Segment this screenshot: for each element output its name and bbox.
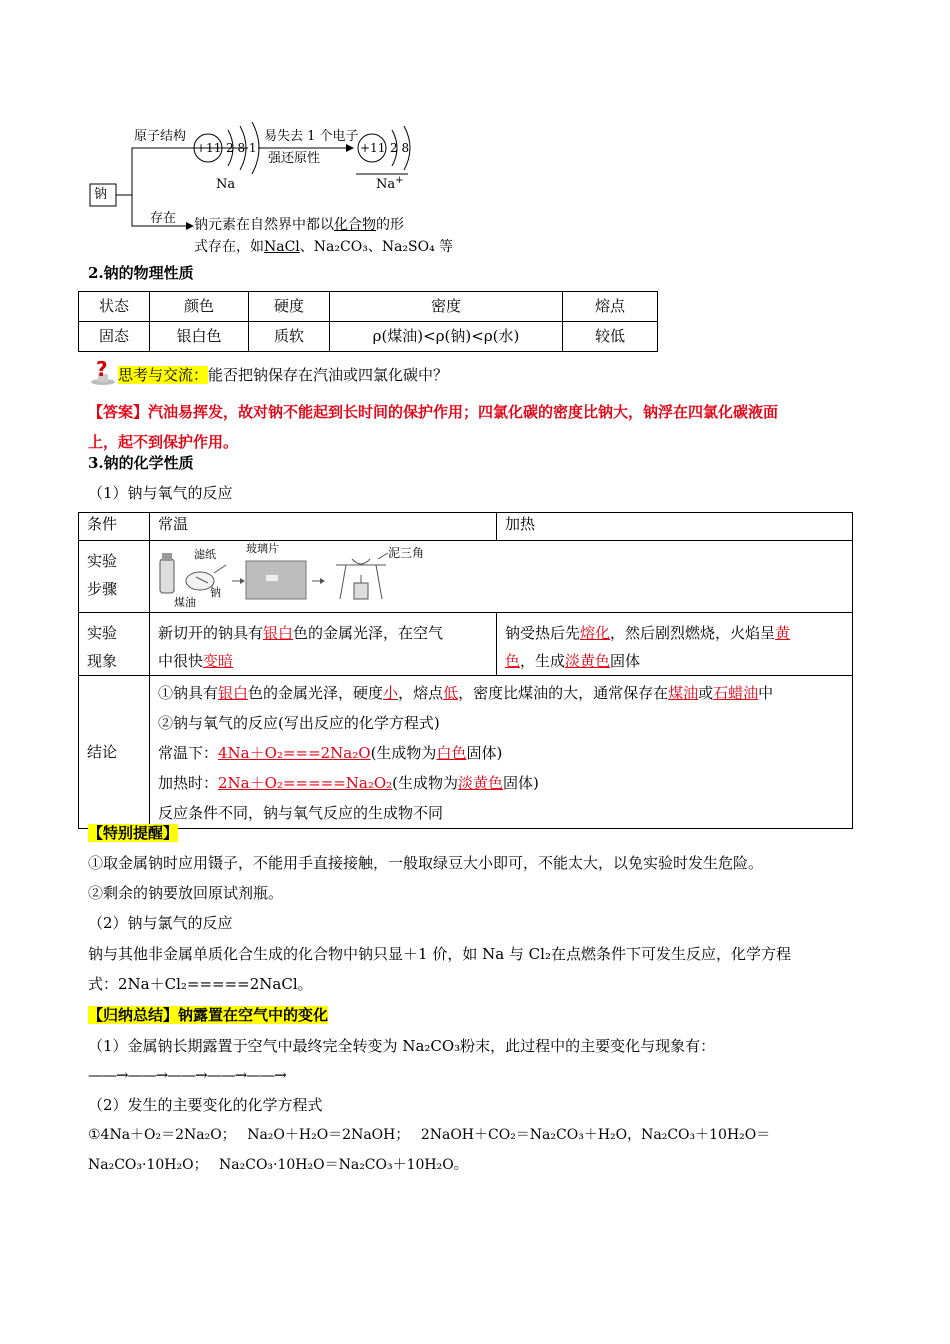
ion-shells: 2 8 bbox=[390, 141, 410, 155]
sodium-diagram bbox=[88, 118, 454, 258]
think-question-text: 能否把钠保存在汽油或四氯化碳中？ bbox=[208, 366, 449, 384]
table-cell: 质软 bbox=[249, 322, 330, 352]
table-header: 硬度 bbox=[249, 292, 330, 322]
table-cell: 实验 步骤 bbox=[79, 541, 150, 613]
summary-line-3: （2）发生的主要变化的化学方程式 bbox=[88, 1096, 323, 1114]
arrow-top-label: 易失去 1 个电子 bbox=[264, 129, 359, 144]
branch-structure: 原子结构 bbox=[134, 129, 187, 144]
atom-label: Na bbox=[216, 177, 236, 192]
table-cell: 结论 bbox=[79, 676, 150, 829]
summary-arrows: ——→——→——→——→——→ bbox=[88, 1066, 286, 1084]
table-header: 密度 bbox=[330, 292, 563, 322]
table-cell: 钠受热后先熔化，然后剧烈燃烧，火焰呈黄 色，生成淡黄色固体 bbox=[497, 613, 853, 676]
think-answer: 【答案】汽油易挥发，故对钠不能起到长时间的保护作用；四氯化碳的密度比钠大，钠浮在四氯化碳液面 上，起不到保护作用。 bbox=[88, 403, 779, 451]
atom-shells: 2 8 1 bbox=[226, 141, 257, 155]
summary-equations-1: ①4Na＋O₂＝2Na₂O； Na₂O＋H₂O＝2NaOH； 2NaOH＋CO₂＝Na₂CO₃＋H₂O，Na₂CO₃＋10H₂O＝ bbox=[88, 1127, 771, 1143]
table-row bbox=[79, 322, 658, 352]
branch-existence: 存在 bbox=[150, 211, 177, 226]
summary-equations-2: Na₂CO₃·10H₂O； Na₂CO₃·10H₂O＝Na₂CO₃＋10H₂O。 bbox=[88, 1157, 468, 1173]
table-header: 颜色 bbox=[150, 292, 249, 322]
table-row bbox=[79, 541, 853, 613]
reminder-line-2: ②剩余的钠要放回原试剂瓶。 bbox=[88, 884, 284, 902]
table-cell: 常温 bbox=[150, 513, 497, 541]
physical-properties-table bbox=[78, 291, 658, 352]
section-physical-title: 2.钠的物理性质 bbox=[88, 264, 194, 282]
chlorine-reaction-title: （2）钠与氯气的反应 bbox=[88, 914, 233, 932]
table-cell: 银白色 bbox=[150, 322, 249, 352]
table-cell: 新切开的钠具有银白色的金属光泽，在空气 中很快变暗 bbox=[150, 613, 497, 676]
table-row bbox=[79, 676, 853, 829]
existence-text: 钠元素在自然界中都以化合物的形 式存在，如NaCl、Na₂CO₃、Na₂SO₄ 等 bbox=[194, 217, 454, 255]
table-cell: ρ(煤油)<ρ(钠)<ρ(水) bbox=[330, 322, 563, 352]
summary-line-1: （1）金属钠长期露置于空气中最终完全转变为 Na₂CO₃粉末，此过程中的主要变化与现象有： bbox=[88, 1037, 716, 1055]
table-cell: 实验 现象 bbox=[79, 613, 150, 676]
label-filter-paper: 滤纸 bbox=[194, 548, 216, 561]
ion-nucleus: +11 bbox=[360, 141, 386, 155]
arrow-bottom-label: 强还原性 bbox=[268, 151, 321, 166]
diagram-root: 钠 bbox=[94, 187, 108, 202]
summary-label: 【归纳总结】钠露置在空气中的变化 bbox=[88, 1006, 329, 1024]
table-row bbox=[79, 292, 658, 322]
table-cell: 固态 bbox=[79, 322, 150, 352]
label-kerosene: 煤油 bbox=[174, 596, 196, 609]
table-row bbox=[79, 513, 853, 541]
think-label: 思考与交流： bbox=[118, 366, 209, 384]
table-header: 熔点 bbox=[563, 292, 658, 322]
table-row bbox=[79, 613, 853, 676]
label-glass-slide: 玻璃片 bbox=[246, 542, 279, 555]
section-chemical-title: 3.钠的化学性质 bbox=[88, 454, 194, 472]
think-question bbox=[88, 360, 448, 386]
oxygen-reaction-table bbox=[78, 512, 853, 829]
reminder-label: 【特别提醒】 bbox=[88, 824, 179, 842]
label-clay-triangle: 泥三角 bbox=[388, 546, 425, 560]
svg-text:?: ? bbox=[96, 360, 108, 381]
table-cell: 加热 bbox=[497, 513, 853, 541]
question-mark-icon bbox=[88, 360, 118, 386]
experiment-illustration bbox=[150, 541, 853, 613]
chlorine-line-1: 钠与其他非金属单质化合生成的化合物中钠只显＋1 价，如 Na 与 Cl₂在点燃条件下可发生反应，化学方程 bbox=[88, 945, 791, 963]
table-cell: ①钠具有银白色的金属光泽，硬度小，熔点低，密度比煤油的大，通常保存在煤油或石蜡油中 ②钠与氧气的反应(写出反应的化学方程式) 常温下：4Na＋O₂===2Na₂O(生成物为白色固体) 加热时：2Na＋O₂=====Na₂O₂(生成物为淡黄色固体) 反应条件不同，钠与氧气反应的生成物不同 bbox=[150, 676, 853, 829]
label-sodium: 钠 bbox=[210, 586, 221, 599]
oxygen-reaction-title: （1）钠与氧气的反应 bbox=[88, 484, 233, 502]
atom-nucleus: +11 bbox=[196, 141, 222, 155]
ion-label: Na+ bbox=[376, 175, 404, 192]
reminder-line-1: ①取金属钠时应用镊子，不能用手直接接触，一般取绿豆大小即可，不能太大，以免实验时发生危险。 bbox=[88, 854, 764, 872]
chlorine-line-2: 式：2Na＋Cl₂=====2NaCl。 bbox=[88, 975, 313, 993]
table-cell: 条件 bbox=[79, 513, 150, 541]
table-header: 状态 bbox=[79, 292, 150, 322]
table-cell: 较低 bbox=[563, 322, 658, 352]
